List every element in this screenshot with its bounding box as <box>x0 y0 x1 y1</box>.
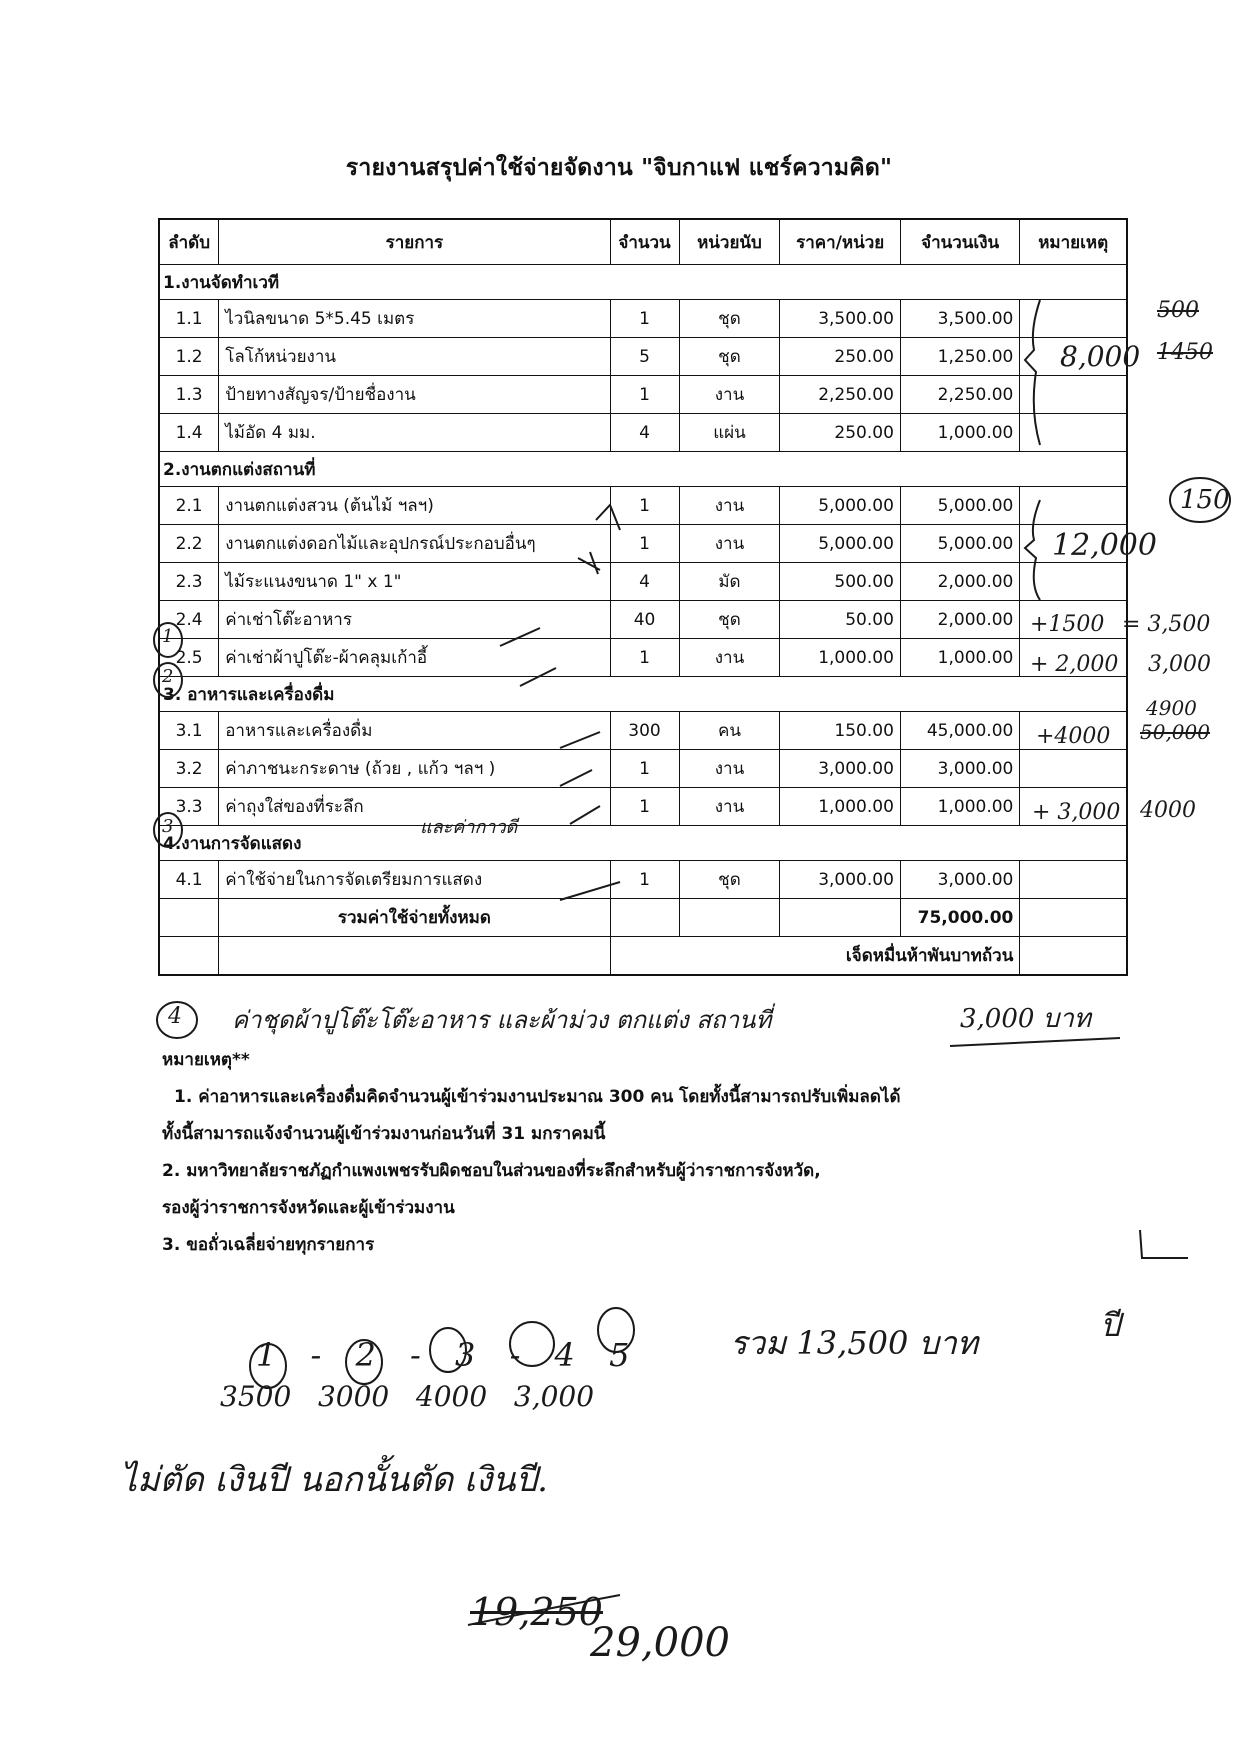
bracket-stage <box>1025 300 1040 445</box>
hw-side-33: 4000 <box>1140 798 1196 823</box>
hw-add-24: +1500 <box>1030 612 1105 637</box>
cell-no: 1.3 <box>159 376 219 414</box>
cell-qty: 1 <box>610 487 679 525</box>
cell-price: 250.00 <box>780 414 900 452</box>
slash-25 <box>520 668 556 686</box>
cell-price: 3,000.00 <box>780 750 900 788</box>
note-line-2: ทั้งนี้สามารถแจ้งจำนวนผู้เข้าร่วมงานก่อนวันที่ 31 มกราคมนี้ <box>162 1124 606 1144</box>
hw-eq-24: = 3,500 <box>1122 612 1211 637</box>
header-qty: จำนวน <box>610 219 679 265</box>
hw-eq-25: 3,000 <box>1148 652 1211 677</box>
cell-qty: 1 <box>610 639 679 677</box>
hw-bracket-1: 8,000 <box>1060 340 1141 373</box>
cell-amount: 2,250.00 <box>900 376 1019 414</box>
hw-c4: 4 <box>168 1004 182 1029</box>
cell-no: 1.4 <box>159 414 219 452</box>
bracket-decor <box>1025 500 1040 600</box>
section-title: 3. อาหารและเครื่องดื่ม <box>159 677 1127 712</box>
cell-unit: งาน <box>679 525 780 563</box>
cell-qty: 1 <box>610 750 679 788</box>
hw-add-33: + 3,000 <box>1032 800 1121 825</box>
cell-amount: 5,000.00 <box>900 487 1019 525</box>
cell-no: 2.2 <box>159 525 219 563</box>
cell-qty: 1 <box>610 376 679 414</box>
note-line-1: 1. ค่าอาหารและเครื่องดื่มคิดจำนวนผู้เข้าร่วมงานประมาณ 300 คน โดยทั้งนี้สามารถปรับเพิ่มลดได้ <box>174 1087 901 1107</box>
cell-amount: 1,000.00 <box>900 639 1019 677</box>
hw-sum-text: รวม 13,500 บาท <box>730 1324 978 1362</box>
cell-item: ค่าเช่าผ้าปูโต๊ะ-ผ้าคลุมเก้าอี้ <box>219 639 610 677</box>
slash-31 <box>560 732 600 748</box>
cell-price: 3,500.00 <box>780 300 900 338</box>
cell-no: 2.3 <box>159 563 219 601</box>
hw-circles-values: 3500 3000 4000 3,000 <box>220 1380 595 1413</box>
cell-price: 3,000.00 <box>780 861 900 899</box>
cell-unit: ชุด <box>679 861 780 899</box>
hw-item4-amount: 3,000 บาท <box>960 1004 1091 1034</box>
hw-c1: 1 <box>162 626 174 647</box>
hw-top-right-1: 500 <box>1157 298 1199 323</box>
cell-unit: ชุด <box>679 300 780 338</box>
underline-amount <box>950 1038 1120 1046</box>
notes-heading: หมายเหตุ** <box>162 1050 250 1070</box>
cell-amount: 1,000.00 <box>900 788 1019 826</box>
cell-price: 500.00 <box>780 563 900 601</box>
header-amount: จำนวนเงิน <box>900 219 1019 265</box>
cell-amount: 3,000.00 <box>900 861 1019 899</box>
hw-circles-row: 1 - 2 - 3 - 4 5 <box>256 1336 642 1374</box>
header-price: ราคา/หน่วย <box>780 219 900 265</box>
cell-amount: 5,000.00 <box>900 525 1019 563</box>
cell-unit: แผ่น <box>679 414 780 452</box>
cell-item: ค่าถุงใส่ของที่ระลึก <box>219 788 610 826</box>
corner-mark <box>1140 1230 1188 1258</box>
note-line-3: 2. มหาวิทยาลัยราชภัฏกำแพงเพชรรับผิดชอบในส่วนของที่ระลึกสำหรับผู้ว่าราชการจังหวัด, <box>162 1161 821 1181</box>
cell-no: 1.1 <box>159 300 219 338</box>
slash-32 <box>560 770 592 786</box>
cell-price: 1,000.00 <box>780 788 900 826</box>
document-title: รายงานสรุปค่าใช้จ่ายจัดงาน "จิบกาแฟ แชร์ความคิด" <box>345 155 893 181</box>
cell-amount: 2,000.00 <box>900 563 1019 601</box>
note-line-4: รองผู้ว่าราชการจังหวัดและผู้เข้าร่วมงาน <box>162 1198 455 1218</box>
cell-qty: 1 <box>610 300 679 338</box>
hw-final-value: 29,000 <box>590 1620 730 1666</box>
cell-item: อาหารและเครื่องดื่ม <box>219 712 610 750</box>
cell-item: ค่าใช้จ่ายในการจัดเตรียมการแสดง <box>219 861 610 899</box>
cell-no: 3.2 <box>159 750 219 788</box>
hw-side-31b: 50,000 <box>1140 720 1210 744</box>
header-remark: หมายเหตุ <box>1020 219 1127 265</box>
hw-item4-text: ค่าชุดผ้าปูโต๊ะโต๊ะอาหาร และผ้าม่วง ตกแต่ง สถานที่ <box>232 1006 772 1034</box>
section-title: 2.งานตกแต่งสถานที่ <box>159 452 1127 487</box>
section-title: 4.งานการจัดแสดง <box>159 826 1127 861</box>
cell-unit: ชุด <box>679 338 780 376</box>
cell-no: 4.1 <box>159 861 219 899</box>
cell-no: 2.4 <box>159 601 219 639</box>
cell-no: 3.1 <box>159 712 219 750</box>
header-no: ลำดับ <box>159 219 219 265</box>
header-unit: หน่วยนับ <box>679 219 780 265</box>
cell-price: 5,000.00 <box>780 487 900 525</box>
cell-item: ไม้อัด 4 มม. <box>219 414 610 452</box>
cell-qty: 1 <box>610 525 679 563</box>
cell-qty: 40 <box>610 601 679 639</box>
cell-qty: 5 <box>610 338 679 376</box>
cell-item: โลโก้หน่วยงาน <box>219 338 610 376</box>
hw-line-text: ไม่ตัด เงินปี นอกนั้นตัด เงินปี. <box>120 1460 548 1500</box>
cell-no: 3.3 <box>159 788 219 826</box>
cell-item: ค่าภาชนะกระดาษ (ถ้วย , แก้ว ฯลฯ ) <box>219 750 610 788</box>
total-label: รวมค่าใช้จ่ายทั้งหมด <box>219 899 610 937</box>
tick-mark-22 <box>578 552 600 574</box>
hw-circle-right: 150 <box>1180 485 1230 515</box>
hw-note-31: +4000 <box>1036 724 1111 749</box>
hw-struck-value: 19,250 <box>470 1590 603 1634</box>
cell-qty: 4 <box>610 414 679 452</box>
cell-item: งานตกแต่งสวน (ต้นไม้ ฯลฯ) <box>219 487 610 525</box>
cell-price: 50.00 <box>780 601 900 639</box>
cell-amount: 45,000.00 <box>900 712 1019 750</box>
total-amount: 75,000.00 <box>900 899 1019 937</box>
hw-bracket-2: 12,000 <box>1052 528 1157 563</box>
hw-add-25: + 2,000 <box>1030 652 1119 677</box>
cell-qty: 300 <box>610 712 679 750</box>
cell-amount: 3,000.00 <box>900 750 1019 788</box>
cell-item: งานตกแต่งดอกไม้และอุปกรณ์ประกอบอื่นๆ <box>219 525 610 563</box>
cell-qty: 1 <box>610 788 679 826</box>
hw-top-right-2: 1450 <box>1157 340 1213 365</box>
hw-c2: 2 <box>162 666 174 687</box>
cell-unit: งาน <box>679 487 780 525</box>
hw-note-33: และค่ากาวดี <box>420 817 518 838</box>
cell-amount: 1,000.00 <box>900 414 1019 452</box>
slash-33 <box>570 806 600 824</box>
cell-no: 2.1 <box>159 487 219 525</box>
cell-unit: มัด <box>679 563 780 601</box>
cell-amount: 3,500.00 <box>900 300 1019 338</box>
cell-no: 2.5 <box>159 639 219 677</box>
hw-mark-right: ปี <box>1100 1306 1121 1344</box>
hw-c3: 3 <box>162 816 174 837</box>
cell-unit: ชุด <box>679 601 780 639</box>
cell-unit: งาน <box>679 639 780 677</box>
slash-24 <box>500 628 540 646</box>
header-item: รายการ <box>219 219 610 265</box>
note-line-5: 3. ขอถั่วเฉลี่ยจ่ายทุกรายการ <box>162 1235 375 1255</box>
section-title: 1.งานจัดทำเวที <box>159 265 1127 300</box>
cell-qty: 1 <box>610 861 679 899</box>
cell-amount: 1,250.00 <box>900 338 1019 376</box>
cell-item: ไวนิลขนาด 5*5.45 เมตร <box>219 300 610 338</box>
cell-amount: 2,000.00 <box>900 601 1019 639</box>
cell-qty: 4 <box>610 563 679 601</box>
cell-item: ไม้ระแนงขนาด 1" x 1" <box>219 563 610 601</box>
cell-unit: คน <box>679 712 780 750</box>
cell-price: 1,000.00 <box>780 639 900 677</box>
cell-price: 2,250.00 <box>780 376 900 414</box>
hw-side-31a: 4900 <box>1146 696 1197 720</box>
cell-no: 1.2 <box>159 338 219 376</box>
cell-unit: งาน <box>679 788 780 826</box>
cell-price: 250.00 <box>780 338 900 376</box>
cell-price: 150.00 <box>780 712 900 750</box>
slash-41 <box>560 882 620 900</box>
total-words: เจ็ดหมื่นห้าพันบาทถ้วน <box>610 937 1020 976</box>
cell-unit: งาน <box>679 376 780 414</box>
cell-item: ค่าเช่าโต๊ะอาหาร <box>219 601 610 639</box>
tick-mark-21 <box>596 505 620 530</box>
cell-unit: งาน <box>679 750 780 788</box>
cell-price: 5,000.00 <box>780 525 900 563</box>
cell-item: ป้ายทางสัญจร/ป้ายชื่องาน <box>219 376 610 414</box>
